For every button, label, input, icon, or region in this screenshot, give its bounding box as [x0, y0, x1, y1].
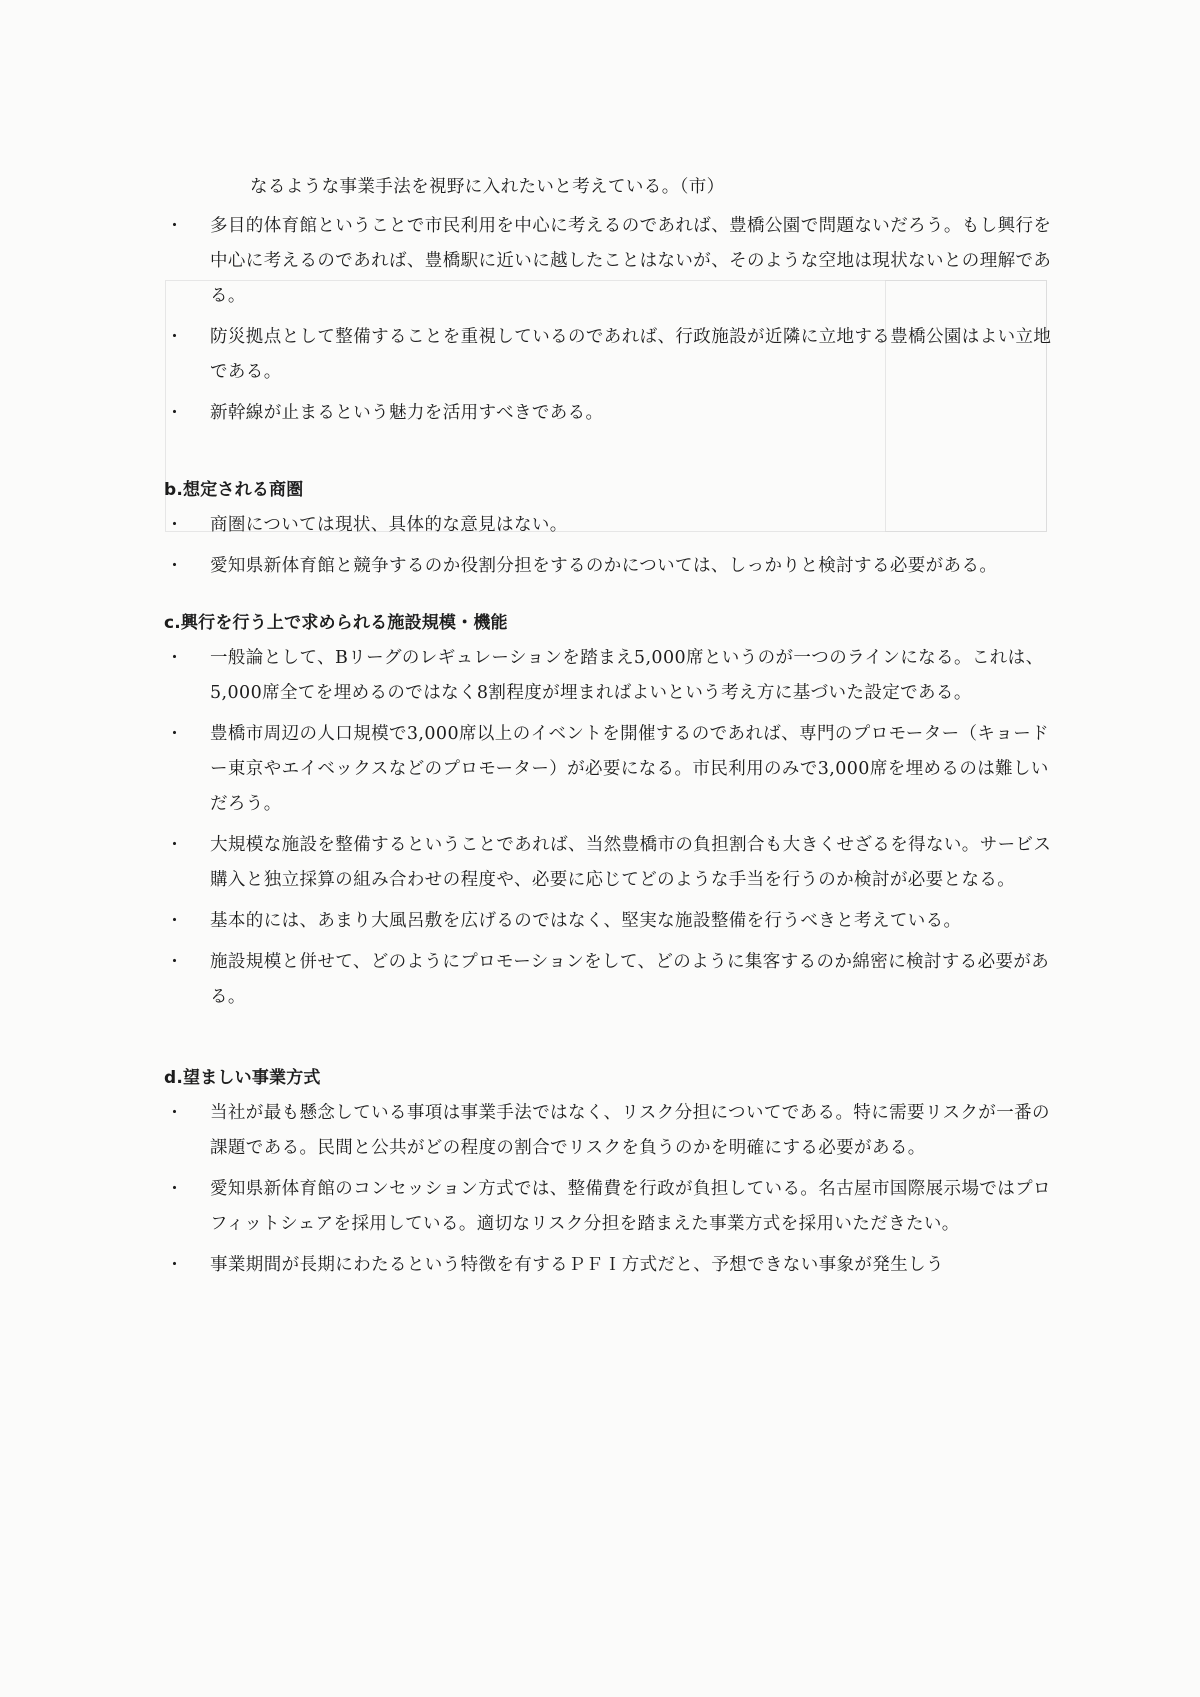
bullet-item-a-3: [160, 396, 1060, 431]
bullet-text: 愛知県新体育館と競争するのか役割分担をするのかについては、しっかりと検討する必要がある。: [210, 556, 998, 576]
bullet-item-c-4: [160, 904, 1060, 939]
bullet-item-c-2: [160, 717, 1060, 822]
bullet-text: 多目的体育館ということで市民利用を中心に考えるのであれば、豊橋公園で問題ないだろう。もし興行を中心に考えるのであれば、豊橋駅に近いに越したことはないが、そのような空地は現状ないとの理解である。: [210, 216, 1052, 306]
bullet-mark: ・: [166, 1255, 184, 1275]
bullet-mark: ・: [166, 724, 184, 744]
section-d-heading: d.望ましい事業方式: [164, 1068, 321, 1088]
section-b-heading: b.想定される商圏: [164, 480, 304, 500]
bullet-mark: ・: [166, 216, 184, 236]
bullet-mark: ・: [166, 835, 184, 855]
bullet-item-d-2: [160, 1172, 1060, 1242]
bullet-text: 大規模な施設を整備するということであれば、当然豊橋市の負担割合も大きくせざるを得ない。サービス購入と独立採算の組み合わせの程度や、必要に応じてどのような手当を行うのか検討が必要となる。: [210, 835, 1052, 890]
bullet-text: 防災拠点として整備することを重視しているのであれば、行政施設が近隣に立地する豊橋公園はよい立地である。: [210, 327, 1052, 382]
bullet-mark: ・: [166, 1179, 184, 1199]
bullet-mark: ・: [166, 1103, 184, 1123]
bullet-text: 事業期間が長期にわたるという特徴を有するＰＦＩ方式だと、予想できない事象が発生しう: [210, 1255, 944, 1275]
continuation-line: なるような事業手法を視野に入れたいと考えている。（市）: [250, 177, 725, 197]
bullet-item-a-2: [160, 320, 1060, 390]
bullet-mark: ・: [166, 648, 184, 668]
bullet-text: 愛知県新体育館のコンセッション方式では、整備費を行政が負担している。名古屋市国際展示場ではプロフィットシェアを採用している。適切なリスク分担を踏まえた事業方式を採用いただきたい。: [210, 1179, 1051, 1234]
bullet-mark: ・: [166, 327, 184, 347]
bullet-item-b-2: [160, 549, 1060, 584]
bullet-text: 基本的には、あまり大風呂敷を広げるのではなく、堅実な施設整備を行うべきと考えている。: [210, 911, 962, 931]
bullet-text: 当社が最も懸念している事項は事業手法ではなく、リスク分担についてである。特に需要リスクが一番の課題である。民間と公共がどの程度の割合でリスクを負うのかを明確にする必要がある。: [210, 1103, 1050, 1158]
bullet-mark: ・: [166, 403, 184, 423]
bullet-text: 新幹線が止まるという魅力を活用すべきである。: [210, 403, 604, 423]
bullet-item-d-1: [160, 1096, 1060, 1166]
bullet-item-c-1: [160, 641, 1060, 711]
bullet-item-a-1: [160, 209, 1060, 314]
bullet-text: 一般論として、Bリーグのレギュレーションを踏まえ5,000席というのが一つのラインになる。これは、5,000席全てを埋めるのではなく8割程度が埋まればよいという考え方に基づいた設定である。: [210, 648, 1044, 703]
bullet-mark: ・: [166, 515, 184, 535]
bullet-item-c-3: [160, 828, 1060, 898]
bullet-mark: ・: [166, 952, 184, 972]
bullet-item-b-1: [160, 508, 1060, 543]
bullet-text: 商圏については現状、具体的な意見はない。: [210, 515, 568, 535]
bullet-mark: ・: [166, 911, 184, 931]
bullet-item-c-5: [160, 945, 1060, 1015]
bullet-item-d-3: [160, 1248, 1060, 1283]
bullet-mark: ・: [166, 556, 184, 576]
section-c-heading: c.興行を行う上で求められる施設規模・機能: [164, 613, 508, 633]
bullet-text: 豊橋市周辺の人口規模で3,000席以上のイベントを開催するのであれば、専門のプロモーター（キョードー東京やエイベックスなどのプロモーター）が必要になる。市民利用のみで3,000席を埋めるのは難しいだろう。: [210, 724, 1049, 814]
document-body: [160, 170, 1060, 1289]
bullet-text: 施設規模と併せて、どのようにプロモーションをして、どのように集客するのか綿密に検討する必要がある。: [210, 952, 1050, 1007]
